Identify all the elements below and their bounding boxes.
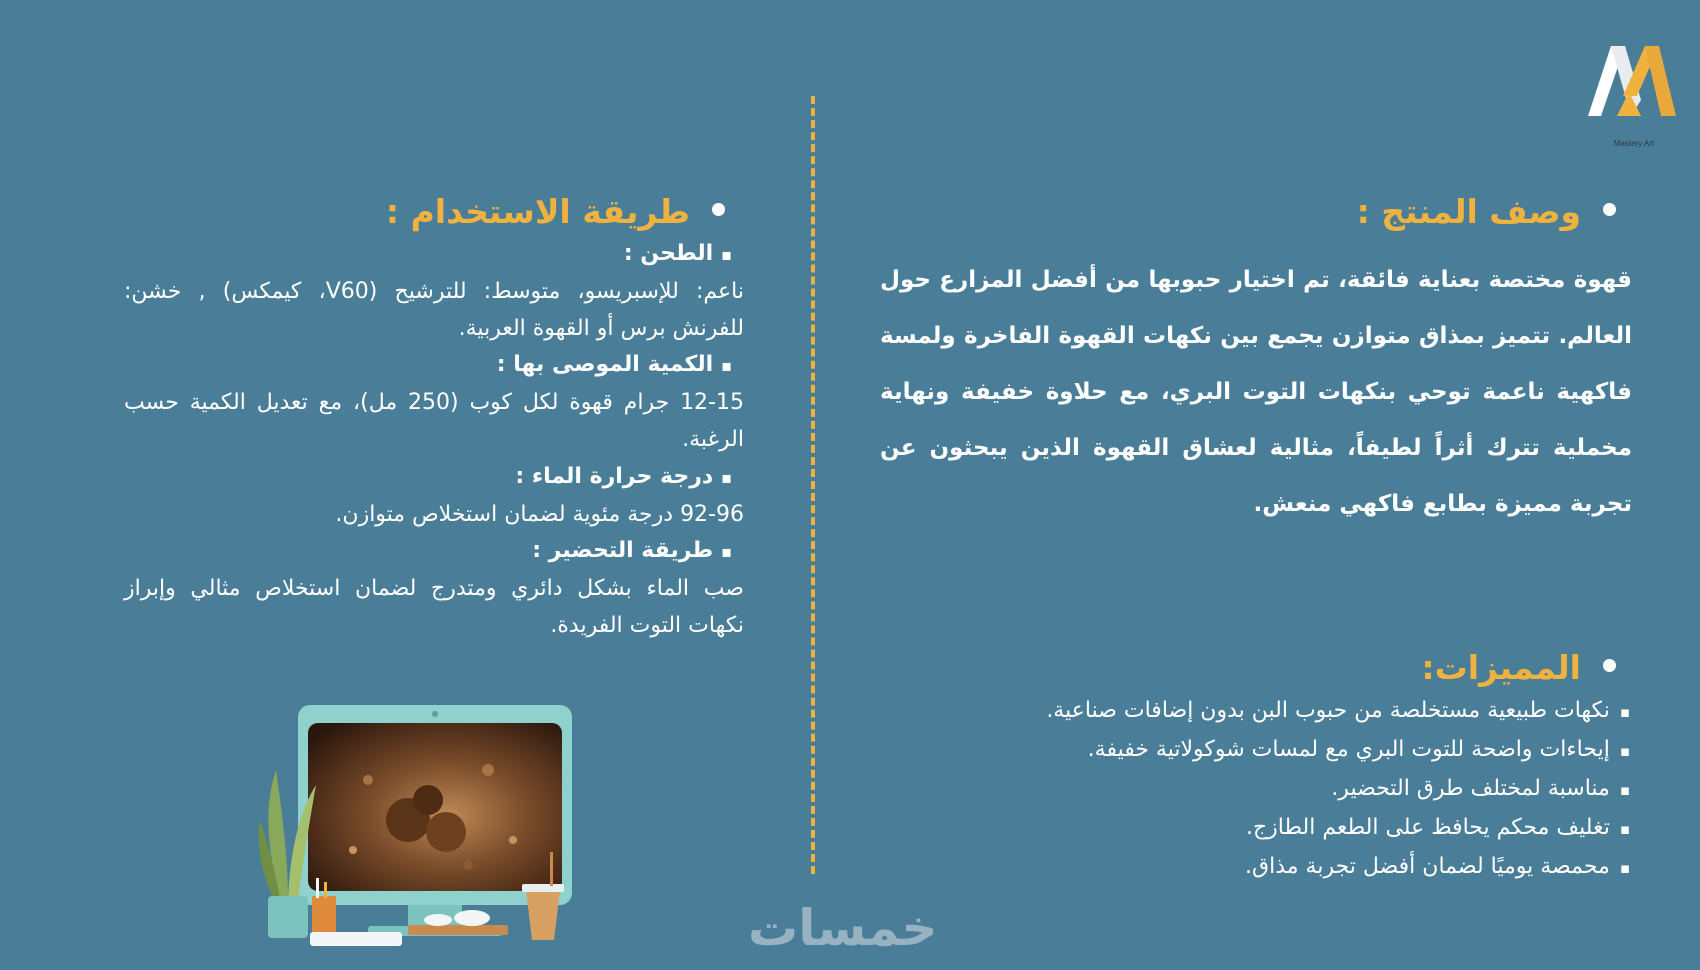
brand-caption: Mastery Art — [1613, 139, 1655, 148]
features-heading-text: المميزات: — [1421, 648, 1581, 687]
list-item: ▪ محمصة يوميًا لضمان أفضل تجربة مذاق. — [810, 848, 1630, 887]
usage-item-title: ▪ درجة حرارة الماء : — [124, 459, 732, 497]
usage-heading — [386, 190, 725, 234]
features-heading — [1421, 646, 1616, 690]
usage-item-title: ▪ الكمية الموصى بها : — [124, 347, 732, 385]
list-item: ▪ تغليف محكم يحافظ على الطعم الطازج. — [810, 809, 1630, 848]
description-heading — [1357, 190, 1616, 234]
features-list — [810, 692, 1630, 887]
site-watermark: خمسات — [748, 899, 938, 957]
description-text: قهوة مختصة بعناية فائقة، تم اختيار حبوبها من أفضل المزارع حول العالم. تتميز بمذاق متوازن يجمع بين نكهات القهوة الفاخرة ولمسة فاكهية ناعمة توحي بنكهات التوت البري، مع حلاوة خفيفة ونهاية مخملية تترك أثراً لطيفاً، مثالية لعشاق القهوة الذين يبحثون عن تجربة مميزة بطابع فاكهي منعش. — [880, 267, 1632, 517]
bullet-dot — [1603, 203, 1616, 216]
description-heading-text: وصف المنتج : — [1356, 192, 1581, 231]
usage-heading-text: طريقة الاستخدام : — [385, 192, 690, 231]
brand-logo — [1583, 44, 1678, 152]
list-item: ▪ مناسبة لمختلف طرق التحضير. — [810, 770, 1630, 809]
usage-item-title: ▪ طريقة التحضير : — [124, 533, 732, 571]
list-item: ▪ نكهات طبيعية مستخلصة من حبوب البن بدون إضافات صناعية. — [810, 692, 1630, 731]
usage-item-body: 12-15 جرام قهوة لكل كوب (250 مل)، مع تعديل الكمية حسب الرغبة. — [124, 390, 744, 452]
list-item: ▪ إيحاءات واضحة للتوت البري مع لمسات شوكولاتية خفيفة. — [810, 731, 1630, 770]
usage-item-body: ناعم: للإسبريسو، متوسط: للترشيح (V60، كيمكس) , خشن: للفرنش برس أو القهوة العربية. — [124, 278, 744, 341]
bullet-dot — [712, 203, 725, 216]
bullet-dot — [1603, 659, 1616, 672]
usage-item-title: ▪ الطحن : — [124, 236, 732, 274]
usage-list — [124, 236, 744, 645]
usage-item-body: 92-96 درجة مئوية لضمان استخلاص متوازن. — [335, 501, 744, 527]
desk-illustration — [258, 700, 618, 955]
usage-item-body: صب الماء بشكل دائري ومتدرج لضمان استخلاص مثالي وإبراز نكهات التوت الفريدة. — [124, 576, 744, 638]
